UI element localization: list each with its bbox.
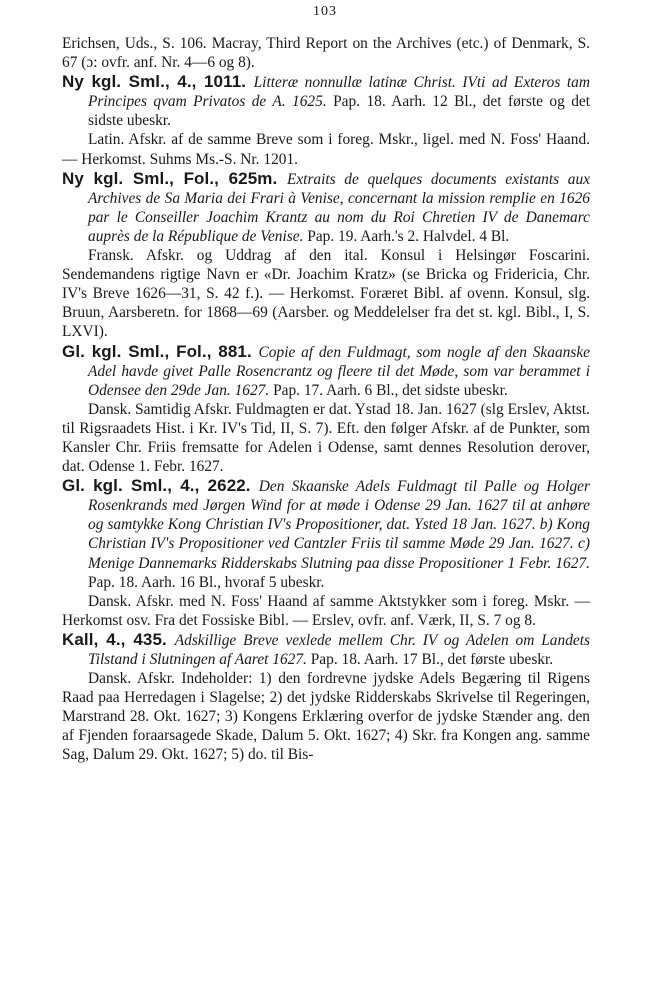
entry-details: Pap. 18. Aarh. 12 Bl., det første og det sidste ubeskr.	[88, 93, 591, 130]
manuscript-entry	[62, 342, 590, 477]
entry-title: Den Skaanske Adels Fuldmagt til Palle og Holger Rosenkrands med Jørgen Wind for at møde i Odense 29 Jan. 1627 til at anhøre og samtykke Kong Christian IV's Propositioner, dat. Ysted 18 Jan. 1627. b) Kong Christian IV's Propositioner ved Cantzler Friis til samme Møde 29 Jan. 1627. c) Menige Dannemarks Ridderskabs Slutning paa disse Propositioner 1 Febr. 1627.	[88, 478, 591, 572]
entry-paragraph: Dansk. Afskr. med N. Foss' Haand af samme Aktstykker som i foreg. Mskr. — Herkomst osv. Fra det Fossiske Bibl. — Erslev, ovfr. anf. Værk, II, S. 7 og 8.	[62, 592, 590, 629]
entry-title: Adskillige Breve vexlede mellem Chr. IV og Adelen om Landets Tilstand i Slutningen af Aaret 1627.	[88, 631, 590, 668]
entry-details: Pap. 18. Aarh. 16 Bl., hvoraf 5 ubeskr.	[88, 573, 325, 591]
manuscript-entry	[62, 476, 590, 630]
entry-heading: Gl. kgl. Sml., Fol., 881.	[62, 341, 259, 361]
entry-details: Pap. 17. Aarh. 6 Bl., det sidste ubeskr.	[273, 381, 508, 399]
entry-details: Pap. 18. Aarh. 17 Bl., det første ubeskr.	[310, 651, 554, 668]
entry-title: Copie af den Fuldmagt, som nogle af den Skaanske Adel havde givet Palle Rosencrantz og fleere til det Møde, som var berammet i Odensee den 29de Jan. 1627.	[88, 343, 590, 399]
entry-paragraph: Dansk. Afskr. Indeholder: 1) den fordrevne jydske Adels Begæring til Rigens Raad paa Herredagen i Slagelse; 2) det jydske Ridderskabs Skrivelse til Regeringen, Marstrand 28. Okt. 1627; 3) Kongens Erklæring overfor de jydske Stænder ang. den af Fjenden foraarsagede Skade, Dalum 5. Okt. 1627; 4) Skr. fra Kongen ang. samme Sag, Dalum 29. Okt. 1627; 5) do. til Bis-	[62, 670, 590, 764]
entry-heading: Ny kgl. Sml., 4., 1011.	[62, 72, 254, 92]
entry-heading: Ny kgl. Sml., Fol., 625m.	[62, 168, 287, 188]
entry-title: Extraits de quelques documents existants aux Archives de Sa Maria dei Frari à Venise, concernant la mission remplie en 1626 par le Conseiller Joachim Krantz au nom du Roi Chretien IV de Danemarc auprès de la République de Venise.	[88, 170, 590, 245]
page-number: 103	[313, 4, 337, 19]
manuscript-entry	[62, 72, 590, 168]
continued-text: Erichsen, Uds., S. 106. Macray, Third Report on the Archives (etc.) of Denmark, S. 67 (ɔ: ovfr. anf. Nr. 4—6 og 8).	[62, 35, 590, 72]
entry-details: Pap. 19. Aarh.'s 2. Halvdel. 4 Bl.	[307, 227, 510, 245]
manuscript-entry	[62, 169, 590, 342]
entry-title: Litteræ nonnullæ latinæ Christ. IVti ad Exteros tam Principes qvam Privatos de A. 1625.	[88, 74, 590, 111]
entry-paragraph: Dansk. Samtidig Afskr. Fuldmagten er dat. Ystad 18. Jan. 1627 (slg Erslev, Aktst. til Rigsraadets Hist. i Kr. IV's Tid, II, S. 7). Eft. den følger Afskr. af de Punkter, som Kansler Chr. Friis fremsatte for Adelen i Odense, samt dennes Resolution derover, dat. Odense 1. Febr. 1627.	[62, 400, 590, 476]
entry-heading: Gl. kgl. Sml., 4., 2622.	[62, 476, 259, 496]
body-text	[62, 34, 590, 765]
entry-paragraph: Latin. Afskr. af de samme Breve som i foreg. Mskr., ligel. med N. Foss' Haand. — Herkomst. Suhms Ms.-S. Nr. 1201.	[62, 131, 590, 168]
manuscript-entry	[62, 630, 590, 765]
entry-paragraph: Fransk. Afskr. og Uddrag af den ital. Konsul i Helsingør Foscarini. Sendemandens rigtige Navn er «Dr. Joachim Kratz» (se Bricka og Fridericia, Chr. IV's Breve 1626—31, S. 42 f.). — Herkomst. Foræret Bibl. af ovenn. Konsul, slg. Bruun, Aarsberetn. for 1868—69 (Aarsber. og Meddelelser fra det st. kgl. Bibl., I, S. LXVI).	[62, 247, 590, 341]
entry-heading: Kall, 4., 435.	[62, 629, 175, 649]
